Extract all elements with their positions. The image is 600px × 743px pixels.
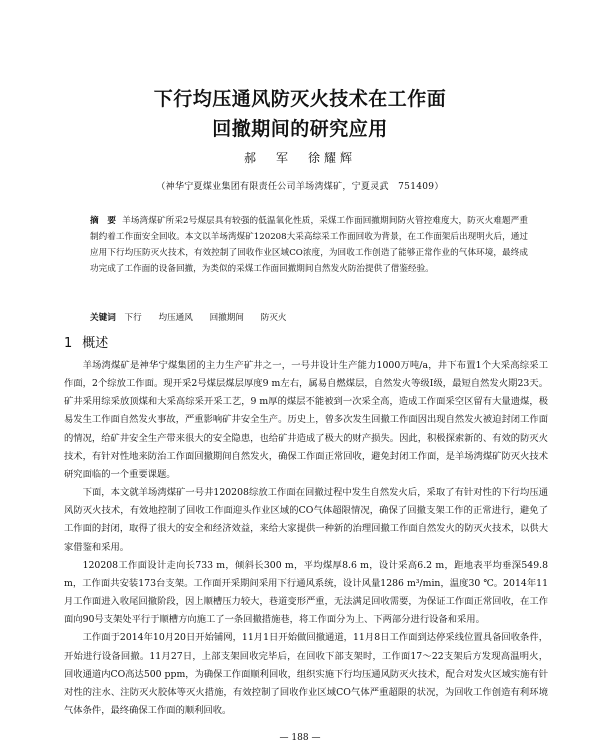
paragraph: 120208工作面设计走向长733 m，倾斜长300 m，平均煤厚8.6 m，设计采高6.2 m，距地表平均垂深549.8 m，工作面共安装173台支架。工作面开采期间采用下行通风系统，设计风量1286 m³/min，温度30 ℃。2014年11月工作面进入收尾回撤阶段，因上顺槽压力较大，巷道变形严重，无法满足回收需要，为保证工作面正常回收，在工作面向90号支架处平行于顺槽方向施工了一条回撤措施巷，将工作面分为上、下两部分进行设备和采用。 [64, 559, 548, 626]
title-line-1: 下行均压通风防灭火技术在工作面 [153, 88, 447, 110]
keywords-label: 关键词 [90, 313, 116, 323]
keywords [90, 310, 528, 326]
keyword: 防灭火 [260, 313, 287, 323]
section-title: 概述 [82, 336, 109, 351]
abstract-label: 摘 要 [90, 216, 117, 226]
affiliation: （神华宁夏煤业集团有限责任公司羊场湾煤矿，宁夏灵武 751409） [156, 182, 444, 192]
abstract-text: 羊场湾煤矿所采2号煤层具有较强的低温氧化性质，采煤工作面回撤期间防火管控难度大，防灭火难题严重制约着工作面安全回收。本文以羊场湾煤矿120208大采高综采工作面回收为背景，在工作面架后出现明火后，通过应用下行均压防灭火技术，有效控制了回收作业区域CO浓度，为回收工作创造了能够正常作业的气体环境，最终成功完成了工作面的设备回撤，为类似的采煤工作面回撤期间自然发火防治提供了借鉴经验。 [90, 216, 528, 274]
paper-title [0, 84, 600, 144]
paragraph: 下面，本文就羊场湾煤矿一号井120208综放工作面在回撤过程中发生自然发火后，采取了有针对性的下行均压通风防灭火技术，有效地控制了回收工作面迎头作业区域的CO气体超限情况，确保了回撤支架工作的正常进行，避免了工作面的封闭，取得了很大的安全和经济效益，来给大家提供一种新的治理回撤工作面自然发火的防灭火技术，以供大家借鉴和采用。 [64, 487, 548, 553]
paragraph: 工作面于2014年10月20日开始铺网，11月1日开始做回撤通道，11月8日工作面到达停采线位置具备回收条件，开始进行设备回撤。11月27日，上部支架回收完毕后，在回收下部支架时，工作面17～22支架后方发现高温明火，回收通道内CO高达500 ppm，为确保工作面顺利回收，组织实施下行均压通风防灭火技术，配合对发火区域实施有针对性的注水、注防灭火胶体等灭火措施，有效控制了回收作业区域CO气体严重超限的状况，为回收工作创造有利环境气体条件，最终确保工作面的顺利回收。 [64, 632, 548, 716]
body-text [64, 357, 548, 720]
authors: 郝 军 徐耀辉 [243, 151, 356, 165]
section-number: 1 [64, 336, 73, 351]
abstract [90, 213, 528, 277]
keyword: 均压通风 [158, 313, 193, 323]
page-number: — 188 — [279, 733, 321, 743]
title-line-2: 回撤期间的研究应用 [212, 118, 388, 140]
paragraph: 羊场湾煤矿是神华宁煤集团的主力生产矿井之一，一号井设计生产能力1000万吨/a，井下布置1个大采高综采工作面，2个综放工作面。现开采2号煤层煤层厚度9 m左右，属易自燃煤层，自然发火等级Ⅰ级，最短自然发火期23天。矿井采用综采放顶煤和大采高综采开采工艺，9 m厚的煤层不能被到一次采全高，造成工作面采空区留有大量遗煤，极易发生工作面自然发火事故，严重影响矿井安全生产。历史上，曾多次发生回撤工作面因出现自然发火被迫封闭工作面的情况，给矿井安全生产带来很大的安全隐患，也给矿井造成了极大的财产损失。因此，积极探索新的、有效的防灭火技术，有针对性地来防治工作面回撤期间自然发火，确保工作面正常回收，避免封闭工作面，是羊场湾煤矿防灭火技术研究面临的一个重要课题。 [64, 360, 548, 480]
keyword: 下行 [124, 313, 142, 323]
keyword: 回撤期间 [209, 313, 244, 323]
section-heading [64, 332, 108, 351]
